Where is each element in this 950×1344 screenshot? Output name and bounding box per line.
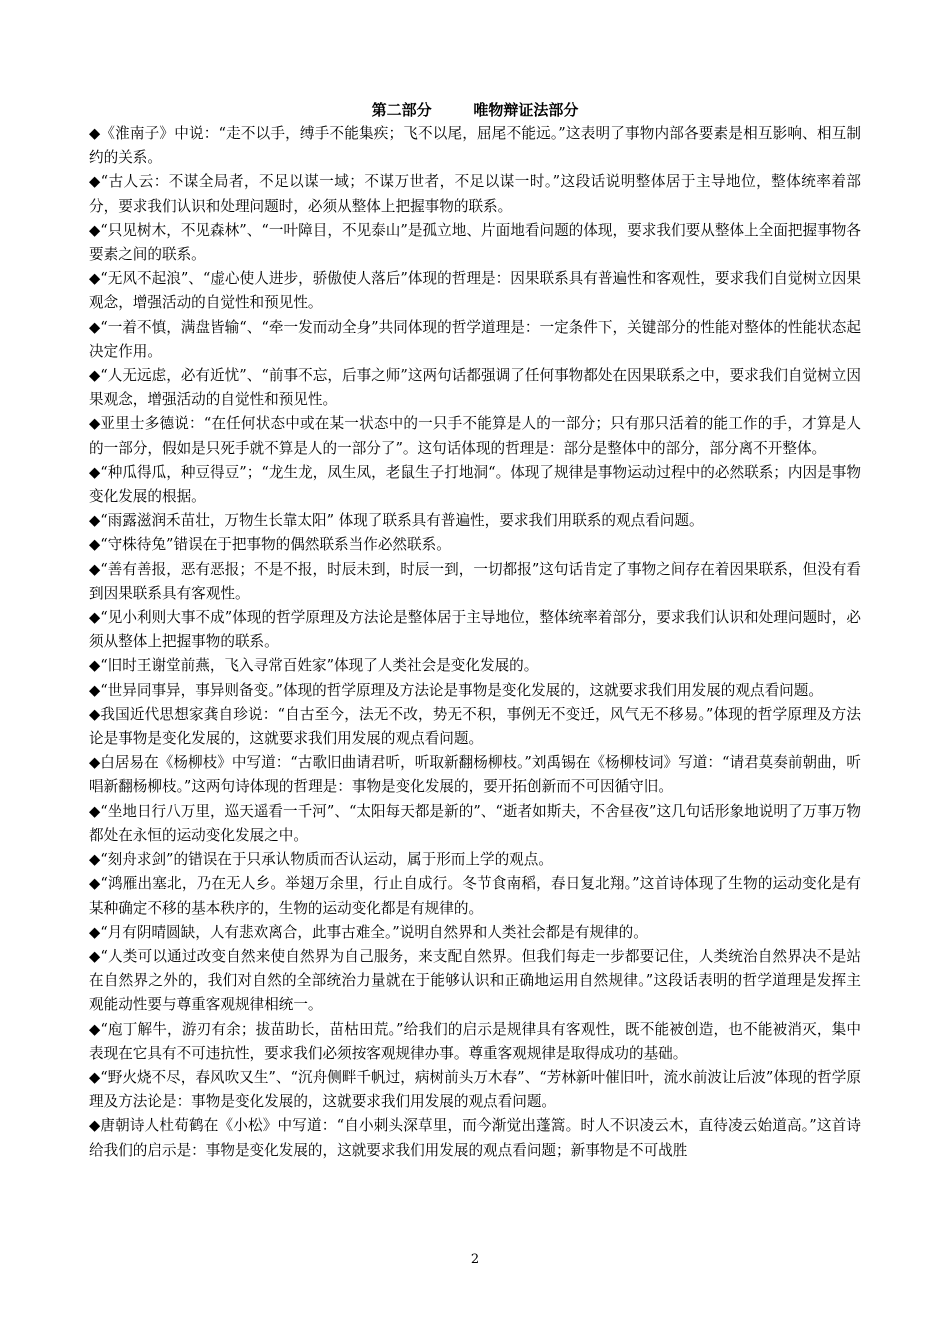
paragraph: ◆“只见树木，不见森林”、“一叶障目，不见泰山”是孤立地、片面地看问题的体现，要求我们要从整体上全面把握事物各要素之间的联系。: [89, 221, 861, 264]
paragraph: ◆“野火烧不尽，春风吹又生”、“沉舟侧畔千帆过，病树前头万木春”、“芳林新叶催旧叶，流水前波让后波”体现的哲学原理及方法论是：事物是变化发展的，这就要求我们用发展的观点看问题。: [89, 1068, 861, 1111]
paragraph: ◆“人无远虑，必有近忧”、“前事不忘，后事之师”这两句话都强调了任何事物都处在因果联系之中，要求我们自觉树立因果观念，增强活动的自觉性和预见性。: [89, 367, 861, 409]
paragraph: ◆“旧时王谢堂前燕，飞入寻常百姓家”体现了人类社会是变化发展的。: [89, 657, 539, 675]
paragraph: ◆“善有善报，恶有恶报；不是不报，时辰未到，时辰一到，一切都报”这句话肯定了事物之间存在着因果联系，但没有看到因果联系具有客观性。: [89, 560, 861, 602]
paragraph: ◆“刻舟求剑”的错误在于只承认物质而否认运动，属于形而上学的观点。: [89, 851, 553, 869]
paragraph: ◆“月有阴晴圆缺，人有悲欢离合，此事古难全。”说明自然界和人类社会都是有规律的。: [89, 923, 648, 941]
paragraph: ◆“庖丁解牛，游刃有余；拔苗助长，苗枯田荒。”给我们的启示是规律具有客观性，既不能被创造，也不能被消灭，集中表现在它具有不可违抗性，要求我们必须按客观规律办事。尊重客观规律是取得成功的基础。: [89, 1020, 861, 1062]
paragraph: ◆“坐地日行八万里，巡天遥看一千河”、“太阳每天都是新的”、“逝者如斯夫，不舍昼夜”这几句话形象地说明了万事万物都处在永恒的运动变化发展之中。: [89, 802, 861, 844]
page-number: 2: [470, 1252, 480, 1267]
paragraph: ◆《淮南子》中说：“走不以手，缚手不能集疾；飞不以尾，屈尾不能远。”这表明了事物内部各要素是相互影响、相互制约的关系。: [89, 125, 861, 167]
paragraph: ◆“世异同事异，事异则备变。”体现的哲学原理及方法论是事物是变化发展的，这就要求我们用发展的观点看问题。: [89, 681, 823, 699]
page-title: 第二部分 唯物辩证法部分: [371, 101, 579, 119]
paragraph: ◆“种瓜得瓜，种豆得豆”；“龙生龙，凤生凤，老鼠生子打地洞“。体现了规律是事物运动过程中的必然联系；内因是事物变化发展的根据。: [89, 463, 861, 506]
paragraph: ◆“古人云：不谋全局者，不足以谋一域；不谋万世者，不足以谋一时。”这段话说明整体居于主导地位，整体统率着部分，要求我们认识和处理问题时，必须从整体上把握事物的联系。: [89, 173, 861, 215]
document-body: [89, 122, 861, 1163]
paragraph: ◆“雨露滋润禾苗壮，万物生长靠太阳” 体现了联系具有普遍性，要求我们用联系的观点看问题。: [89, 512, 704, 530]
paragraph: ◆“守株待兔”错误在于把事物的偶然联系当作必然联系。: [89, 536, 451, 554]
paragraph: ◆白居易在《杨柳枝》中写道：“古歌旧曲请君听，听取新翻杨柳枝。”刘禹锡在《杨柳枝词》写道：“请君莫奏前朝曲，听唱新翻杨柳枝。”这两句诗体现的哲理是：事物是变化发展的，要开拓创新而不可因循守旧。: [89, 754, 861, 796]
paragraph: ◆“无风不起浪”、“虚心使人进步，骄傲使人落后”体现的哲理是：因果联系具有普遍性和客观性，要求我们自觉树立因果观念，增强活动的自觉性和预见性。: [89, 270, 861, 312]
paragraph: ◆“人类可以通过改变自然来使自然界为自己服务，来支配自然界。但我们每走一步都要记住，人类统治自然界决不是站在自然界之外的，我们对自然的全部统治力量就在于能够认识和正确地运用自然规律。”这段话表明的哲学道理是发挥主观能动性要与尊重客观规律相统一。: [89, 947, 861, 1014]
paragraph: ◆“一着不慎，满盘皆输“、“牵一发而动全身”共同体现的哲学道理是：一定条件下，关键部分的性能对整体的性能状态起决定作用。: [89, 318, 861, 360]
paragraph: ◆唐朝诗人杜荀鹤在《小松》中写道：“自小刺头深草里，而今渐觉出蓬篙。时人不识凌云木，直待凌云始道高。”这首诗给我们的启示是：事物是变化发展的，这就要求我们用发展的观点看问题；新事物是不可战胜: [89, 1117, 861, 1159]
paragraph: ◆亚里士多德说：“在任何状态中或在某一状态中的一只手不能算是人的一部分；只有那只活着的能工作的手，才算是人的一部分，假如是只死手就不算是人的一部分了”。这句话体现的哲理是：部分是整体中的部分，部分离不开整体。: [89, 415, 861, 457]
paragraph: ◆“鸿雁出塞北，乃在无人乡。举翅万余里，行止自成行。冬节食南稻，春日复北翔。”这首诗体现了生物的运动变化是有某种确定不移的基本秩序的，生物的运动变化都是有规律的。: [89, 875, 861, 917]
paragraph: ◆“见小利则大事不成”体现的哲学原理及方法论是整体居于主导地位，整体统率着部分，要求我们认识和处理问题时，必须从整体上把握事物的联系。: [89, 609, 861, 651]
paragraph: ◆我国近代思想家龚自珍说：“自古至今，法无不改，势无不积，事例无不变迁，风气无不移易。”体现的哲学原理及方法论是事物是变化发展的，这就要求我们用发展的观点看问题。: [89, 705, 861, 748]
